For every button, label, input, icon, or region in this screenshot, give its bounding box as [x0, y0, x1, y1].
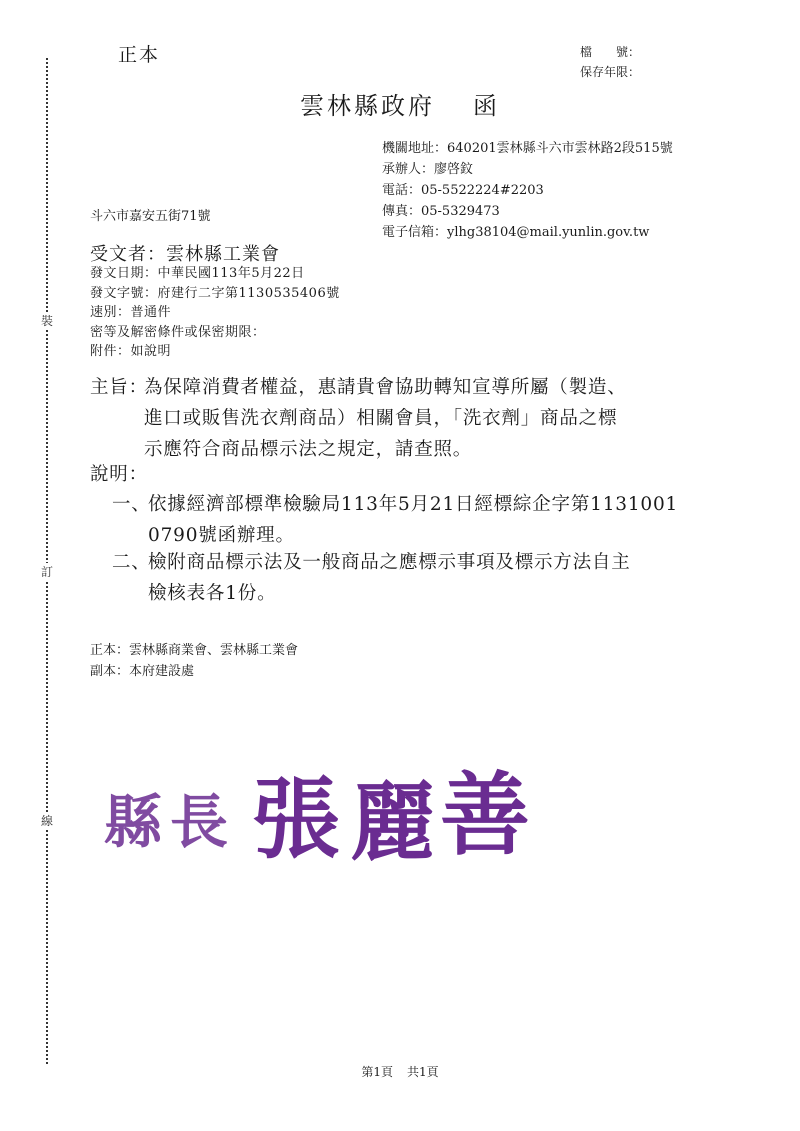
page-total: 共1頁 — [407, 1065, 439, 1079]
subject-line: 進口或販售洗衣劑商品）相關會員，「洗衣劑」商品之標 — [144, 408, 618, 429]
agency-address: 機關地址：640201雲林縣斗六市雲林路2段515號 — [382, 141, 673, 156]
document-meta — [90, 264, 340, 362]
case-officer: 承辦人：廖啓鈫 — [382, 162, 474, 177]
subject-label: 主旨： — [90, 377, 148, 398]
subject-line: 為保障消費者權益，惠請貴會協助轉知宣導所屬（製造、 — [144, 377, 627, 398]
contact-info — [382, 138, 673, 243]
security-level: 密等及解密條件或保密期限： — [90, 324, 266, 340]
phone: 電話：05-5522224#2203 — [382, 183, 544, 198]
page-footer — [0, 1063, 800, 1080]
original-recipients: 正本：雲林縣商業會、雲林縣工業會 — [90, 643, 299, 658]
item-number: 二、 — [112, 552, 151, 573]
copy-label: 正本 — [118, 44, 161, 66]
binding-mark-zhuang: 裝 — [38, 312, 56, 329]
explanation-item — [112, 547, 631, 609]
seal-title-zhang: 長 — [170, 788, 229, 856]
copy-recipients: 副本：本府建設處 — [90, 664, 195, 679]
item-number: 一、 — [112, 494, 151, 515]
subject-line: 示應符合商品標示法之規定，請查照。 — [144, 439, 473, 460]
subject — [90, 372, 710, 465]
explanation-label: 說明： — [90, 464, 148, 485]
magistrate-seal-stamp — [104, 760, 534, 880]
binding-mark-xian: 線 — [38, 812, 56, 829]
seal-name-li: 麗 — [350, 772, 436, 873]
binding-mark-ding: 訂 — [38, 563, 56, 580]
item-line: 0790號函辦理。 — [148, 525, 295, 546]
item-line: 檢附商品標示法及一般商品之應標示事項及標示方法自主 — [148, 552, 631, 573]
explanation-item — [112, 489, 678, 551]
retention-period: 保存年限： — [580, 65, 641, 79]
item-line: 檢核表各1份。 — [148, 583, 277, 604]
issue-date: 發文日期：中華民國113年5月22日 — [90, 266, 305, 281]
file-number: 檔 號： — [580, 45, 641, 59]
document-type: 函 — [473, 92, 500, 120]
page-number: 第1頁 — [361, 1065, 393, 1079]
seal-name-zhang: 張 — [252, 767, 341, 871]
agency-name: 雲林縣政府 — [300, 92, 435, 120]
seal-title-xian: 縣 — [104, 788, 163, 856]
distribution — [90, 640, 298, 682]
email: 電子信箱：ylhg38104@mail.yunlin.gov.tw — [382, 225, 650, 240]
document-title — [0, 86, 800, 121]
urgency: 速別：普通件 — [90, 305, 172, 320]
binding-line — [46, 58, 48, 1064]
document-number: 發文字號：府建行二字第1130535406號 — [90, 285, 340, 301]
recipient: 受文者：雲林縣工業會 — [90, 244, 280, 265]
attachment: 附件：如說明 — [90, 344, 172, 359]
seal-name-shan: 善 — [440, 762, 530, 868]
fax: 傳真：05-5329473 — [382, 204, 500, 219]
recipient-address: 斗六市嘉安五街71號 — [90, 209, 211, 224]
item-line: 依據經濟部標準檢驗局113年5月21日經標綜企字第1131001 — [148, 494, 679, 515]
archive-info — [580, 42, 640, 82]
